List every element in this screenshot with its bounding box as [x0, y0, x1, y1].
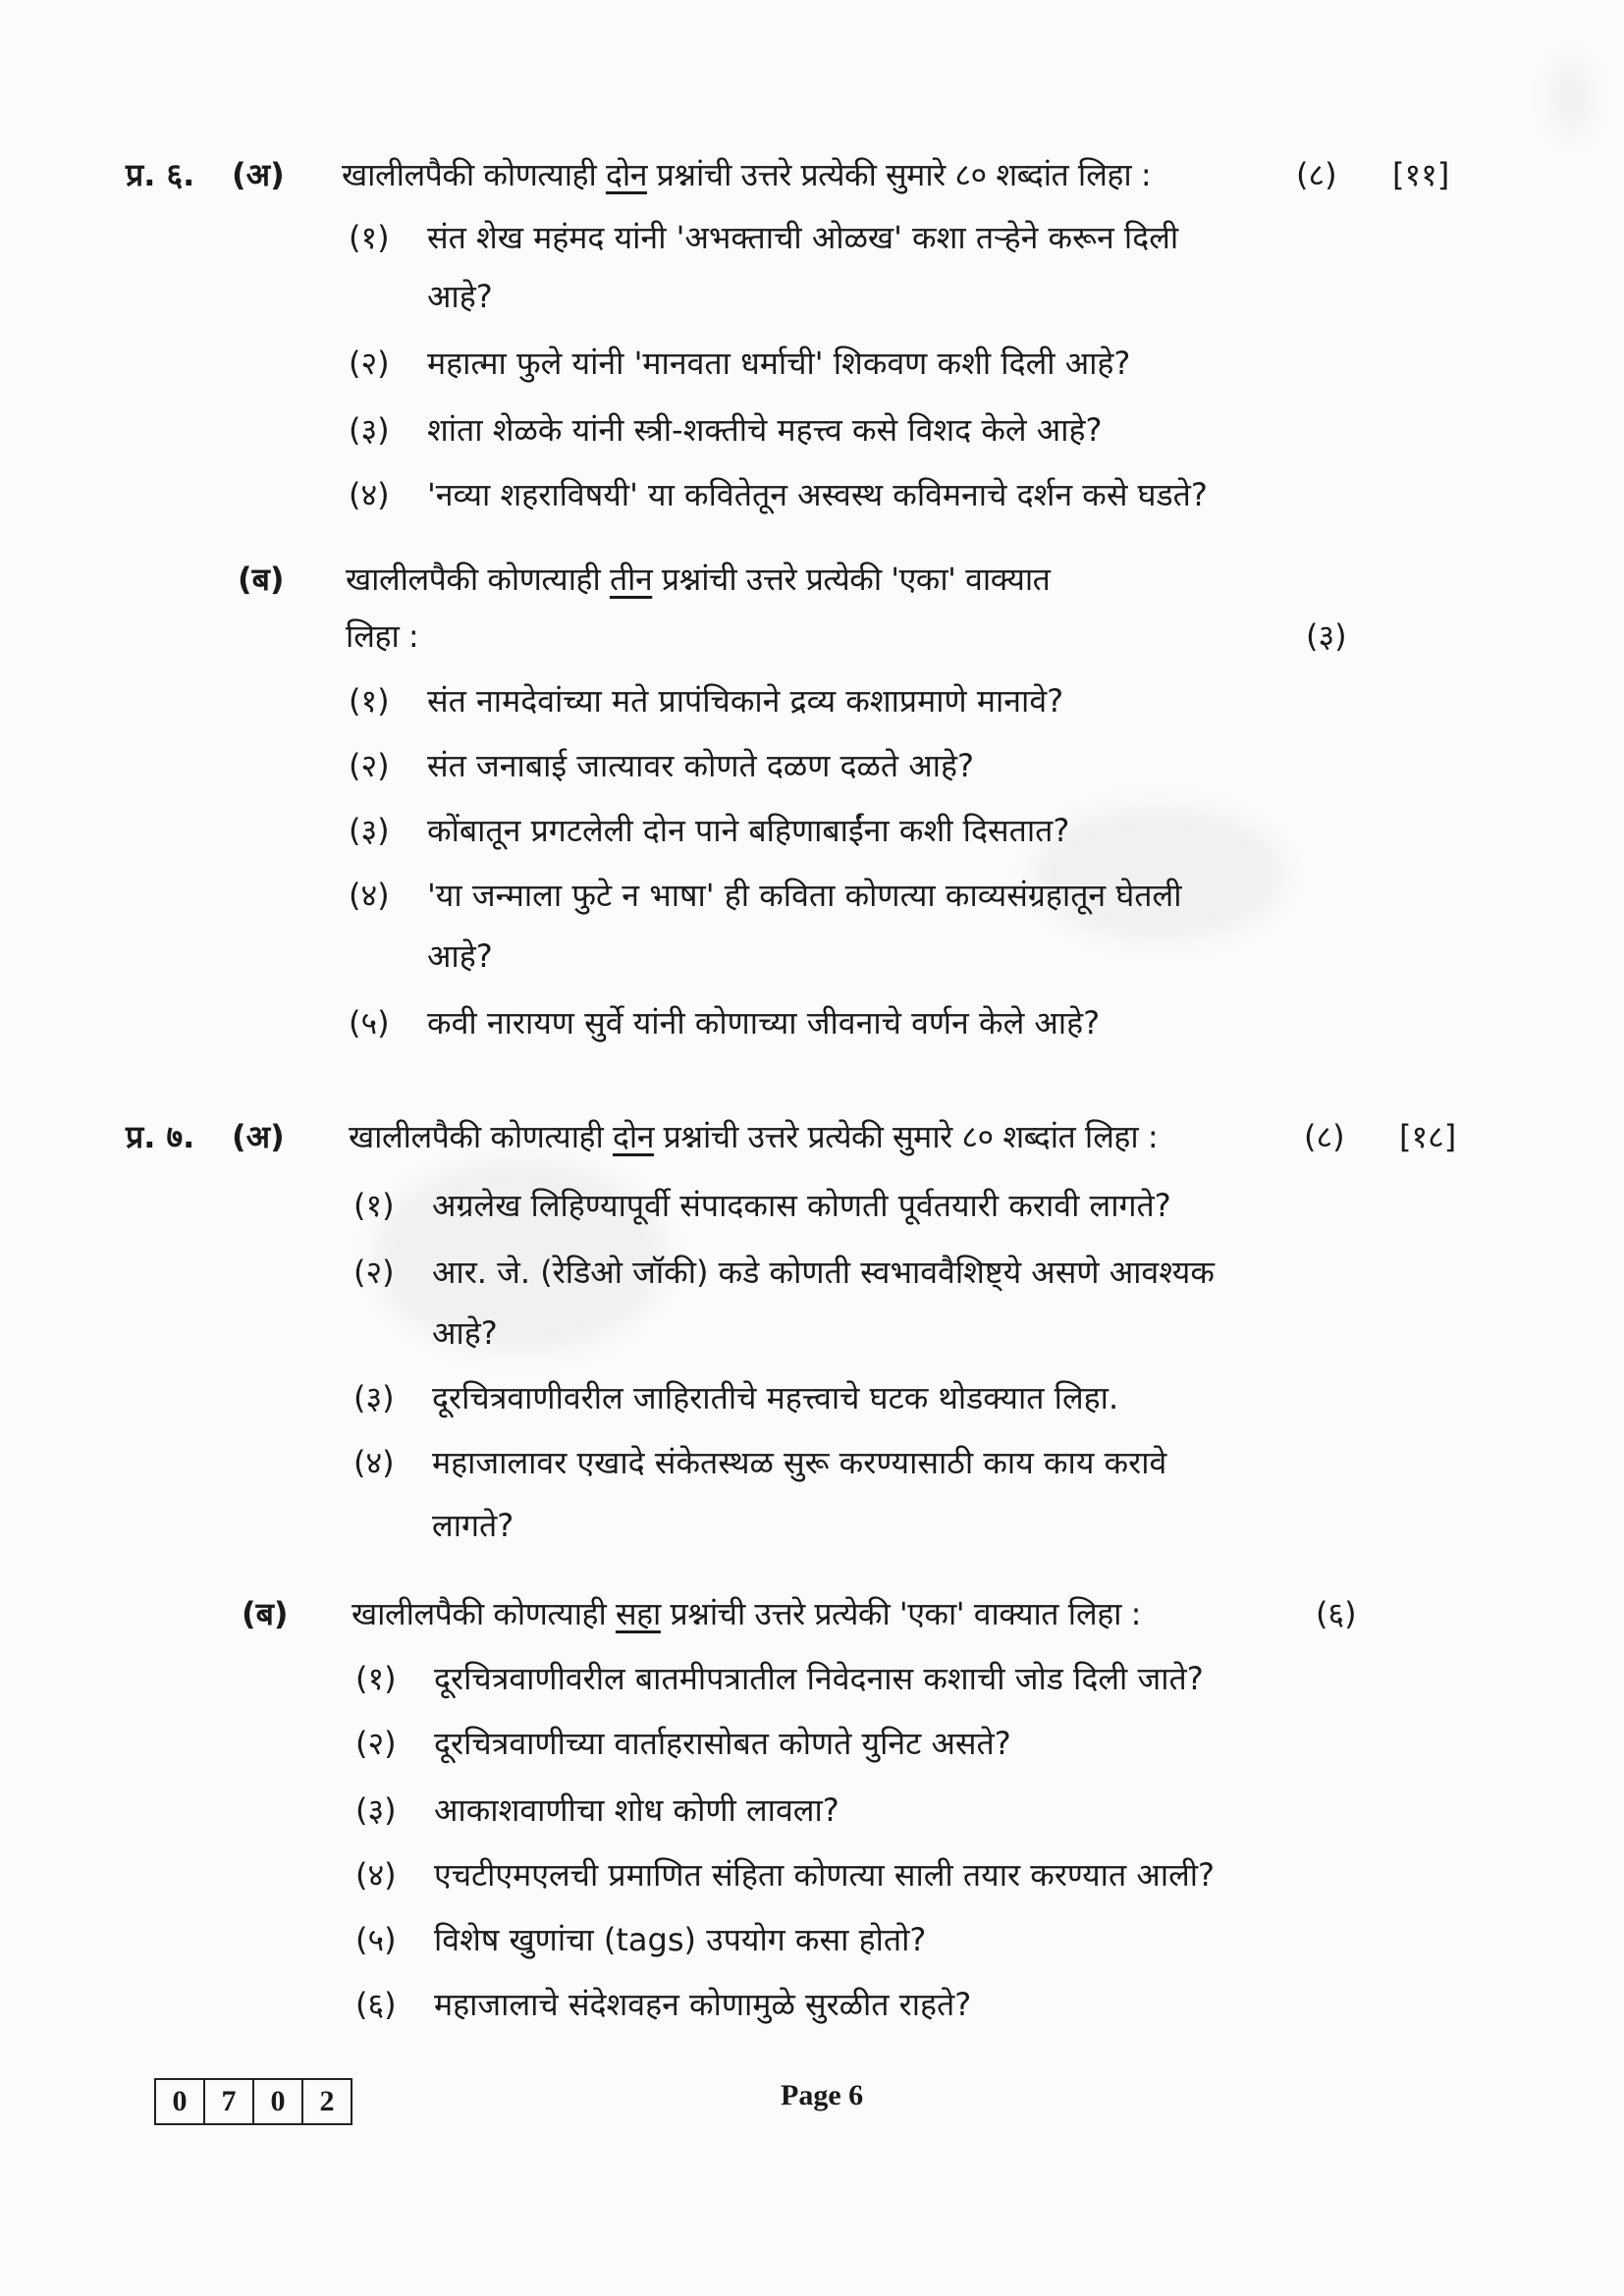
question-7b-label: (ब): [242, 1595, 289, 1632]
instruction-emphasis: दोन: [605, 156, 647, 193]
question-7b-item-6: (६) महाजालाचे संदेशवहन कोणामुळे सुरळीत राहते?: [355, 1986, 972, 2023]
question-6a-label: (अ): [232, 156, 285, 193]
paper-code-box: [154, 2078, 352, 2125]
question-6b-item-5: (५) कवी नारायण सुर्वे यांनी कोणाच्या जीवनाचे वर्णन केले आहे?: [349, 1004, 1101, 1041]
question-6-number: प्र. ६.: [126, 156, 195, 193]
scan-smudge: [1551, 59, 1591, 137]
paper-code-digit: 0: [156, 2080, 205, 2123]
question-7-total-marks: [१८]: [1399, 1118, 1457, 1155]
question-6b-item-1: (१) संत नामदेवांच्या मते प्रापंचिकाने द्रव्य कशाप्रमाणे मानावे?: [349, 682, 1064, 720]
paper-code-digit: 0: [254, 2080, 303, 2123]
question-6-total-marks: [११]: [1392, 156, 1450, 193]
question-6b-instruction-cont: लिहा :: [346, 617, 419, 655]
question-6a-item-1-cont: आहे?: [427, 278, 493, 315]
question-6b-item-2: (२) संत जनाबाई जात्यावर कोणते दळण दळते आहे?: [349, 747, 974, 784]
question-7a-item-4: (४) महाजालावर एखादे संकेतस्थळ सुरू करण्यासाठी काय काय करावे: [353, 1444, 1167, 1481]
question-7a-item-4-cont: लागते?: [432, 1507, 514, 1544]
question-6b-item-4: (४) 'या जन्माला फुटे न भाषा' ही कविता कोणत्या काव्यसंग्रहातून घेतली: [349, 877, 1182, 914]
question-6a-item-2: (२) महात्मा फुले यांनी 'मानवता धर्माची' शिकवण कशी दिली आहे?: [349, 345, 1131, 382]
question-6b-marks: (३): [1306, 617, 1347, 655]
question-6a-item-3: (३) शांता शेळके यांनी स्त्री-शक्तीचे महत्त्व कसे विशद केले आहे?: [349, 411, 1103, 449]
question-7a-label: (अ): [232, 1118, 285, 1155]
paper-code-digit: 2: [319, 2085, 335, 2117]
paper-code-digit: 7: [205, 2080, 254, 2123]
question-7b-marks: (६): [1316, 1595, 1357, 1632]
instruction-text: खालीलपैकी कोणत्याही: [342, 156, 606, 193]
instruction-text: प्रश्नांची उत्तरे प्रत्येकी सुमारे ८० शब्दांत लिहा :: [646, 156, 1152, 193]
question-7b-instruction: खालीलपैकी कोणत्याही सहा प्रश्नांची उत्तरे प्रत्येकी 'एका' वाक्यात लिहा :: [352, 1595, 1141, 1632]
question-6b-item-3: (३) कोंबातून प्रगटलेली दोन पाने बहिणाबाईंना कशी दिसतात?: [349, 812, 1070, 849]
question-7a-item-2-cont: आहे?: [432, 1314, 498, 1352]
question-6b-item-4-cont: आहे?: [427, 937, 493, 975]
question-7b-item-2: (२) दूरचित्रवाणीच्या वार्ताहरासोबत कोणते युनिट असते?: [355, 1725, 1011, 1762]
question-7a-marks: (८): [1304, 1118, 1345, 1155]
question-7b-item-3: (३) आकाशवाणीचा शोध कोणी लावला?: [355, 1791, 839, 1829]
question-7b-item-5: (५) विशेष खुणांचा (tags) उपयोग कसा होतो?: [355, 1921, 927, 1958]
question-7a-item-1: (१) अग्रलेख लिहिण्यापूर्वी संपादकास कोणती पूर्वतयारी करावी लागते?: [353, 1187, 1171, 1224]
question-6b-instruction: खालीलपैकी कोणत्याही तीन प्रश्नांची उत्तरे प्रत्येकी 'एका' वाक्यात: [346, 561, 1051, 598]
question-7-number: प्र. ७.: [126, 1118, 195, 1155]
question-7a-item-3: (३) दूरचित्रवाणीवरील जाहिरातीचे महत्त्वाचे घटक थोडक्यात लिहा.: [353, 1379, 1119, 1416]
question-7b-item-1: (१) दूरचित्रवाणीवरील बातमीपत्रातील निवेदनास कशाची जोड दिली जाते?: [355, 1660, 1204, 1697]
question-6a-item-1: (१) संत शेख महंमद यांनी 'अभक्ताची ओळख' कशा तऱ्हेने करून दिली: [349, 219, 1179, 256]
question-7b-item-4: (४) एचटीएमएलची प्रमाणित संहिता कोणत्या साली तयार करण्यात आली?: [355, 1856, 1216, 1894]
question-6a-instruction: [342, 155, 1151, 194]
question-6a-marks: (८): [1296, 156, 1337, 193]
question-6a-item-4: (४) 'नव्या शहराविषयी' या कवितेतून अस्वस्थ कविमनाचे दर्शन कसे घडते?: [349, 476, 1208, 513]
question-7a-instruction: खालीलपैकी कोणत्याही दोन प्रश्नांची उत्तरे प्रत्येकी सुमारे ८० शब्दांत लिहा :: [349, 1118, 1159, 1155]
question-6b-label: (ब): [238, 561, 285, 598]
question-7a-item-2: (२) आर. जे. (रेडिओ जॉकी) कडे कोणती स्वभाववैशिष्ट्ये असणे आवश्यक: [353, 1254, 1215, 1291]
page-number: Page 6: [781, 2079, 864, 2111]
